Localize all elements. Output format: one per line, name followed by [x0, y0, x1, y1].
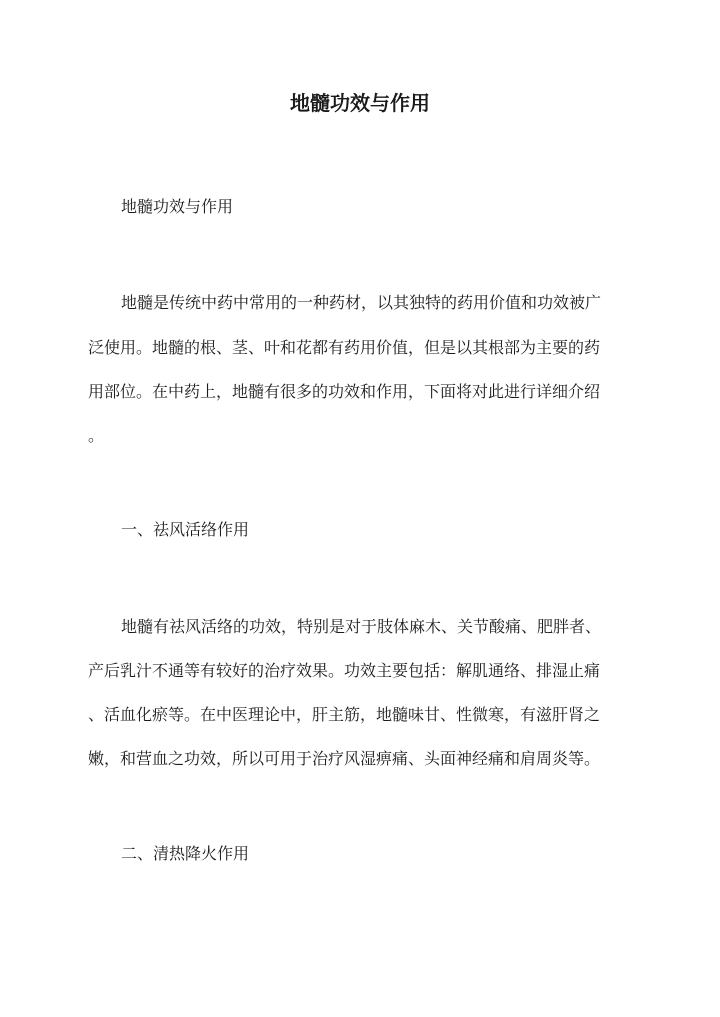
section-heading-2: 二、清热降火作用 [121, 844, 250, 863]
paragraph-line: 泛使用。地髓的根、茎、叶和花都有药用价值，但是以其根部为主要的药 [88, 338, 601, 357]
paragraph-line: 嫩，和营血之功效，所以可用于治疗风湿痹痛、头面神经痛和肩周炎等。 [88, 749, 601, 768]
paragraph-line: 用部位。在中药上，地髓有很多的功效和作用，下面将对此进行详细介绍 [88, 382, 601, 401]
paragraph-line: 。 [88, 426, 105, 445]
paragraph-line: 地髓是传统中药中常用的一种药材，以其独特的药用价值和功效被广 [121, 293, 602, 312]
paragraph-line: 产后乳汁不通等有较好的治疗效果。功效主要包括：解肌通络、排湿止痛 [88, 661, 601, 680]
section-heading-1: 一、祛风活络作用 [121, 520, 250, 539]
paragraph-line: 地髓有祛风活络的功效，特别是对于肢体麻木、关节酸痛、肥胖者、 [121, 617, 602, 636]
subtitle: 地髓功效与作用 [121, 197, 234, 216]
paragraph-line: 、活血化瘀等。在中医理论中，肝主筋，地髓味甘、性微寒，有滋肝肾之 [88, 705, 601, 724]
document-title: 地髓功效与作用 [290, 91, 430, 115]
